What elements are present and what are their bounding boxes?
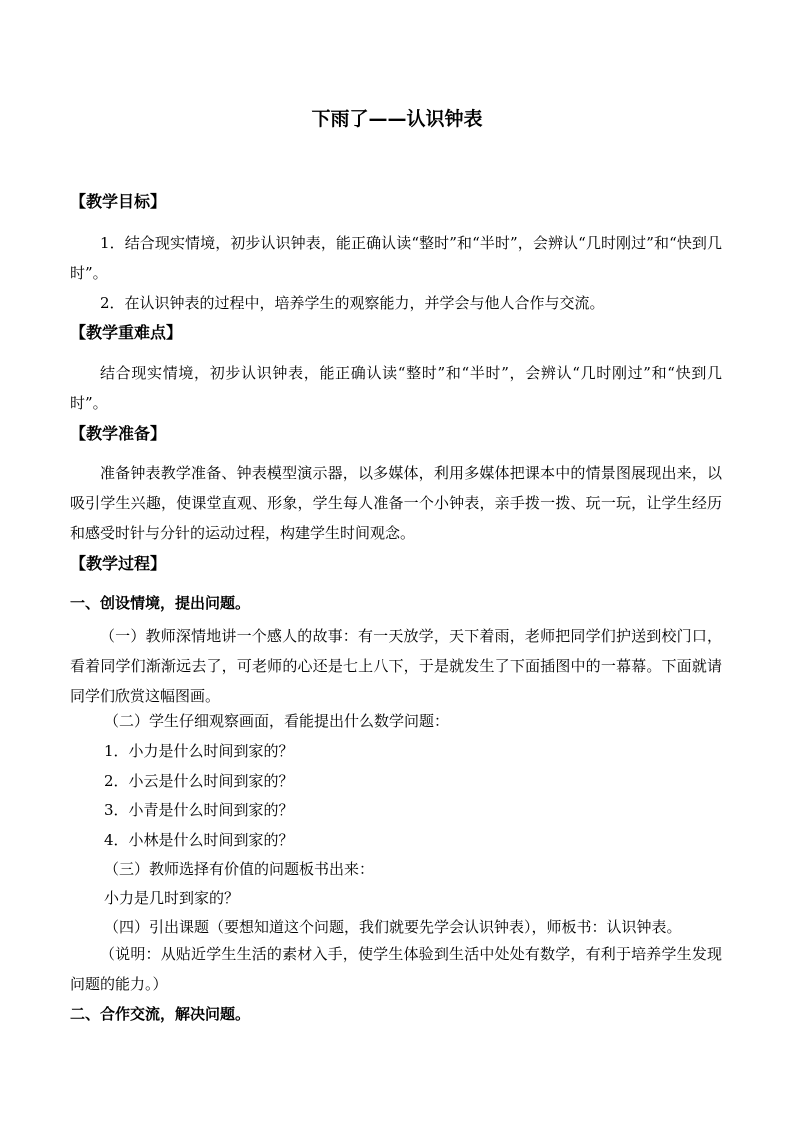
paragraph-board-question: 小力是几时到家的？ [104,889,240,907]
paragraph-note: （说明：从贴近学生生活的素材入手，使学生体验到生活中处处有数学，有利于培养学生发现问题的能力。） [70,945,722,993]
section-heading-1: 一、创设情境，提出问题。 [70,594,251,612]
preparation-text: 准备钟表教学准备、钟表模型演示器，以多媒体，利用多媒体把课本中的情景图展现出来，以吸引学生兴趣，使课堂直观、形象，学生每人准备一个小钟表，亲手拨一拨、玩一玩，让学生经历和感受时针与分针的运动过程，构建学生时间观念。 [70,464,722,542]
paragraph-observe: （二）学生仔细观察画面，看能提出什么数学问题： [104,712,450,730]
key-points-text: 结合现实情境，初步认识钟表，能正确认读“整时”和“半时”，会辨认“几时刚过”和“快到几时”。 [70,364,722,412]
goal-item-1: 1．结合现实情境，初步认识钟表，能正确认读“整时”和“半时”，会辨认“几时刚过”和“快到几时”。 [70,234,722,282]
section-heading-2: 二、合作交流，解决问题。 [70,1005,251,1023]
heading-process: 【教学过程】 [70,554,167,573]
paragraph-topic: （四）引出课题（要想知道这个问题，我们就要先学会认识钟表），师板书：认识钟表。 [104,918,682,936]
heading-preparation: 【教学准备】 [70,424,167,443]
page-title: 下雨了——认识钟表 [311,108,483,130]
goal-item-2: 2．在认识钟表的过程中，培养学生的观察能力，并学会与他人合作与交流。 [100,294,605,312]
paragraph-board: （三）教师选择有价值的问题板书出来： [104,860,375,878]
question-4: 4．小林是什么时间到家的？ [104,831,294,849]
heading-goals: 【教学目标】 [70,192,167,211]
paragraph-story: （一）教师深情地讲一个感人的故事：有一天放学，天下着雨，老师把同学们护送到校门口，看着同学们渐渐远去了，可老师的心还是七上八下，于是就发生了下面插图中的一幕幕。下面就请同学们欣赏这幅图画。 [70,627,722,705]
heading-key-points: 【教学重难点】 [70,323,183,342]
question-2: 2．小云是什么时间到家的？ [104,772,294,790]
question-3: 3．小青是什么时间到家的？ [104,801,294,819]
question-1: 1．小力是什么时间到家的？ [104,742,294,760]
